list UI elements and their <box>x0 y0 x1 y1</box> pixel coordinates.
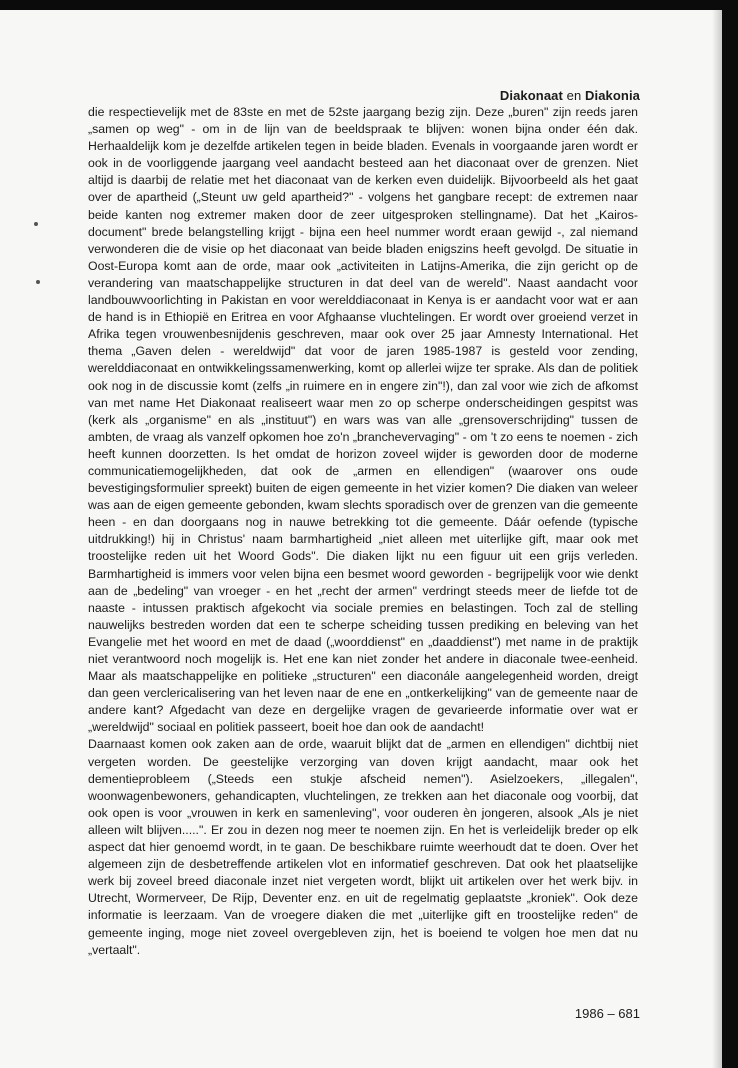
scan-border-right <box>722 0 738 1068</box>
article-body <box>88 104 638 959</box>
header-title-left: Diakonaat <box>499 88 563 103</box>
scan-border-top <box>0 0 738 10</box>
running-header <box>470 88 640 103</box>
header-title-joiner: en <box>562 88 586 103</box>
paragraph-2: Daarnaast komen ook zaken aan de orde, waaruit blijkt dat de „armen en ellendigen" dichtbij niet vergeten worden. De geestelijke verzorging van doven krijgt aandacht, maar ook het dementieprobleem („Steeds een stukje afscheid nemen"). Asielzoekers, „illegalen", woonwagenbewoners, gehandicapten, vluchtelingen, ze trekken aan het diaconale oog voorbij, dat ook open is voor „vrouwen in kerk en samenleving", voor ouderen èn jongeren, alsook „Als je niet alleen wilt blijven.....". Er zou in dezen nog meer te noemen zijn. En het is verleidelijk breder op elk aspect dat hier genoemd wordt, in te gaan. De beschikbare ruimte weerhoudt dat te doen. Over het algemeen zijn de desbetreffende artikelen vlot en informatief geschreven. Dat ook het plaatselijke werk bij zoveel breed diaconale inzet niet vergeten wordt, blijkt uit artikelen over het werk bijv. in Utrecht, Wormerveer, De Rijp, Deventer enz. en uit de regelmatig geplaatste „kroniek". Ook deze informatie is leerzaam. Van de vroegere diaken die met „uiterlijke gift en troostelijke reden" de gemeente inging, moge niet zoveel overgebleven zijn, het is boeiend te volgen hoe men dat nu „vertaalt". <box>88 737 638 957</box>
paragraph-1: die respectievelijk met de 83ste en met de 52ste jaargang bezig zijn. Deze „buren" zijn reeds jaren „samen op weg" - om in de lijn van de beeldspraak te blijven: wonen bijna onder één dak. Herhaaldelijk kom je dezelfde artikelen tegen in beide bladen. Evenals in voorgaande jaren wordt er ook in de voorliggende jaargang veel aandacht besteed aan het diaconaat over de grenzen. Niet altijd is daarbij de relatie met het diaconaat van de kerken even duidelijk. Bijvoorbeeld als het gaat over de apartheid („Steunt uw geld apartheid?" - volgens het gangbare recept: de extremen naar beide kanten nog extremer maken door de zeer uitgesproken stellingname). Dat het „Kairos-document" brede belangstelling krijgt - bijna een heel nummer wordt eraan gewijd -, zal niemand verwonderen die de visie op het diaconaat van beide bladen enigszins heeft gevolgd. De situatie in Oost-Europa komt aan de orde, maar ook „activiteiten in Latijns-Amerika, die zijn gericht op de verandering van maatschappelijke structuren in dat deel van de wereld". Naast aandacht voor landbouwvoorlichting in Pakistan en voor werelddiaconaat in Kenya is er aandacht voor wat er aan de hand is in Ethiopië en Eritrea en voor Afghaanse vluchtelingen. Er wordt over groeiend verzet in Afrika tegen vrouwenbesnijdenis geschreven, maar ook over 25 jaar Amnesty International. Het thema „Gaven delen - wereldwijd" dat voor de jaren 1985-1987 is gesteld voor zending, werelddiaconaat en ontwikkelingssamenwerking, komt op allerlei wijze ter sprake. Als dan de politiek ook nog in de discussie komt (zelfs „in ruimere en in engere zin"!), dan zal voor wie zich de afkomst van met name Het Diakonaat realiseert waar men zo op scherpe onderscheidingen gespitst was (kerk als „organisme" en als „instituut") en wars was van alle „grensoverschrijding" tussen de ambten, de vraag als vanzelf opkomen hoe zo'n „branchevervaging" - om 't zo eens te noemen - zich heeft kunnen doorzetten. Is het omdat de horizon zoveel wijder is geworden door de moderne communicatiemogelijkheden, dat ook de „armen en ellendigen" (waarover ons oude bevestigingsformulier spreekt) buiten de eigen gemeente in het vizier komen? Die diaken van weleer was aan de eigen gemeente gebonden, kwam slechts sporadisch over de grenzen van die gemeente heen - en dan doorgaans nog in nauwe betrekking tot die gemeente. Dáár oefende (typische uitdrukking!) hij in Christus' naam barmhartigheid „niet alleen met uiterlijke gift, maar ook met troostelijke reden uit het Woord Gods". Die diaken lijkt nu een figuur uit een grijs verleden. Barmhartigheid is immers voor velen bijna een besmet woord geworden - begrijpelijk voor wie denkt aan de „bedeling" van vroeger - en het „recht der armen" verdringt steeds meer de liefde tot de naaste - intussen praktisch afgekocht via sociale premies en belastingen. Toch zal de stelling nauwelijks bestreden worden dat een te scherpe scheiding tussen prediking en beleving van het Evangelie met het woord en met de daad („woorddienst" en „daaddienst") met name in de praktijk niet verantwoord noch mogelijk is. Het ene kan niet zonder het andere in diaconale twee-eenheid. Maar als maatschappelijke en politieke „structuren" een diaconále aangelegenheid worden, dreigt dan geen verclericalisering van het leven naar de ene en „ontkerkelijking" van de gemeente naar de andere kant? Afgedacht van deze en dergelijke vragen de gevarieerde informatie over wat er „wereldwijd" sociaal en politiek passeert, boeit hoe dan ook de aandacht! <box>88 105 638 735</box>
margin-speck <box>36 280 40 284</box>
page-number: 1986 – 681 <box>574 1006 640 1021</box>
header-title-right: Diakonia <box>585 88 640 103</box>
margin-speck <box>34 222 38 226</box>
page-edge-shadow <box>712 0 722 1068</box>
